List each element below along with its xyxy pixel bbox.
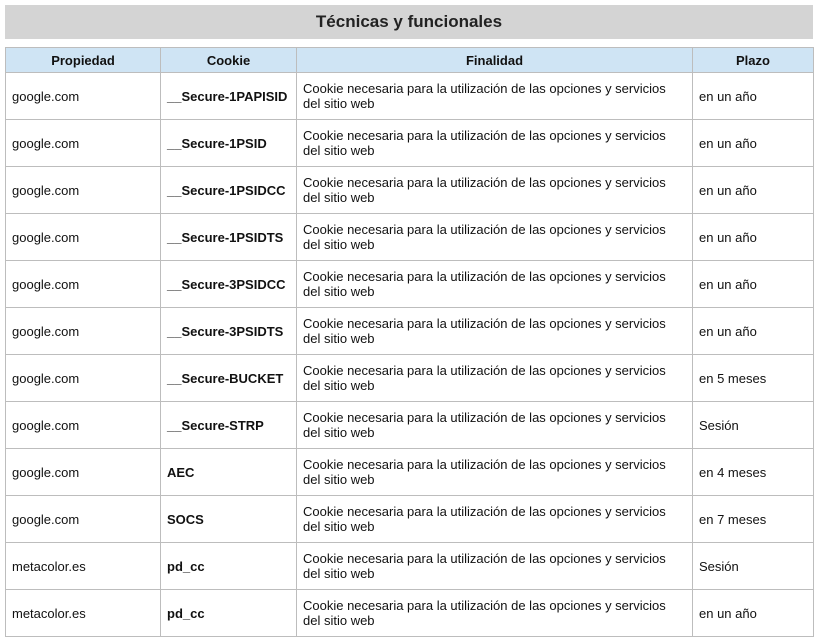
cell-plazo: en un año (693, 308, 814, 355)
table-row (6, 402, 814, 449)
section-title: Técnicas y funcionales (5, 5, 813, 39)
cell-cookie: AEC (161, 449, 297, 496)
table-row (6, 120, 814, 167)
cell-plazo: en 5 meses (693, 355, 814, 402)
cell-finalidad: Cookie necesaria para la utilización de las opciones y servicios del sitio web (297, 449, 693, 496)
table-row (6, 590, 814, 637)
cell-propiedad: google.com (6, 214, 161, 261)
cell-propiedad: google.com (6, 496, 161, 543)
cell-finalidad: Cookie necesaria para la utilización de las opciones y servicios del sitio web (297, 214, 693, 261)
cell-propiedad: google.com (6, 355, 161, 402)
cell-finalidad: Cookie necesaria para la utilización de las opciones y servicios del sitio web (297, 543, 693, 590)
table-row (6, 73, 814, 120)
cell-propiedad: google.com (6, 308, 161, 355)
cell-propiedad: metacolor.es (6, 543, 161, 590)
cell-finalidad: Cookie necesaria para la utilización de las opciones y servicios del sitio web (297, 355, 693, 402)
cell-finalidad: Cookie necesaria para la utilización de las opciones y servicios del sitio web (297, 73, 693, 120)
cell-plazo: en un año (693, 261, 814, 308)
cookies-table (5, 47, 814, 637)
cell-cookie: __Secure-STRP (161, 402, 297, 449)
cell-cookie: __Secure-1PAPISID (161, 73, 297, 120)
cell-plazo: en 7 meses (693, 496, 814, 543)
cell-finalidad: Cookie necesaria para la utilización de las opciones y servicios del sitio web (297, 167, 693, 214)
cell-cookie: __Secure-BUCKET (161, 355, 297, 402)
cell-propiedad: google.com (6, 402, 161, 449)
table-row (6, 214, 814, 261)
cell-propiedad: google.com (6, 449, 161, 496)
cell-plazo: en un año (693, 590, 814, 637)
table-row (6, 355, 814, 402)
cell-plazo: en un año (693, 73, 814, 120)
cell-propiedad: google.com (6, 167, 161, 214)
cell-cookie: __Secure-1PSIDCC (161, 167, 297, 214)
cell-cookie: __Secure-1PSIDTS (161, 214, 297, 261)
cell-plazo: en un año (693, 214, 814, 261)
cell-finalidad: Cookie necesaria para la utilización de las opciones y servicios del sitio web (297, 308, 693, 355)
cell-propiedad: metacolor.es (6, 590, 161, 637)
header-plazo: Plazo (693, 48, 814, 73)
cell-plazo: en 4 meses (693, 449, 814, 496)
cell-cookie: __Secure-3PSIDCC (161, 261, 297, 308)
cell-propiedad: google.com (6, 261, 161, 308)
table-row (6, 308, 814, 355)
header-propiedad: Propiedad (6, 48, 161, 73)
cell-finalidad: Cookie necesaria para la utilización de las opciones y servicios del sitio web (297, 402, 693, 449)
cell-cookie: __Secure-1PSID (161, 120, 297, 167)
header-cookie: Cookie (161, 48, 297, 73)
cell-finalidad: Cookie necesaria para la utilización de las opciones y servicios del sitio web (297, 261, 693, 308)
cell-cookie: SOCS (161, 496, 297, 543)
header-finalidad: Finalidad (297, 48, 693, 73)
cell-plazo: Sesión (693, 402, 814, 449)
cell-cookie: pd_cc (161, 590, 297, 637)
table-row (6, 449, 814, 496)
table-header-row (6, 48, 814, 73)
cell-plazo: Sesión (693, 543, 814, 590)
cell-finalidad: Cookie necesaria para la utilización de las opciones y servicios del sitio web (297, 590, 693, 637)
cell-finalidad: Cookie necesaria para la utilización de las opciones y servicios del sitio web (297, 496, 693, 543)
table-row (6, 167, 814, 214)
cell-plazo: en un año (693, 120, 814, 167)
cell-propiedad: google.com (6, 73, 161, 120)
table-row (6, 543, 814, 590)
cell-cookie: pd_cc (161, 543, 297, 590)
cell-plazo: en un año (693, 167, 814, 214)
cell-finalidad: Cookie necesaria para la utilización de las opciones y servicios del sitio web (297, 120, 693, 167)
table-row (6, 496, 814, 543)
table-row (6, 261, 814, 308)
cell-cookie: __Secure-3PSIDTS (161, 308, 297, 355)
cell-propiedad: google.com (6, 120, 161, 167)
